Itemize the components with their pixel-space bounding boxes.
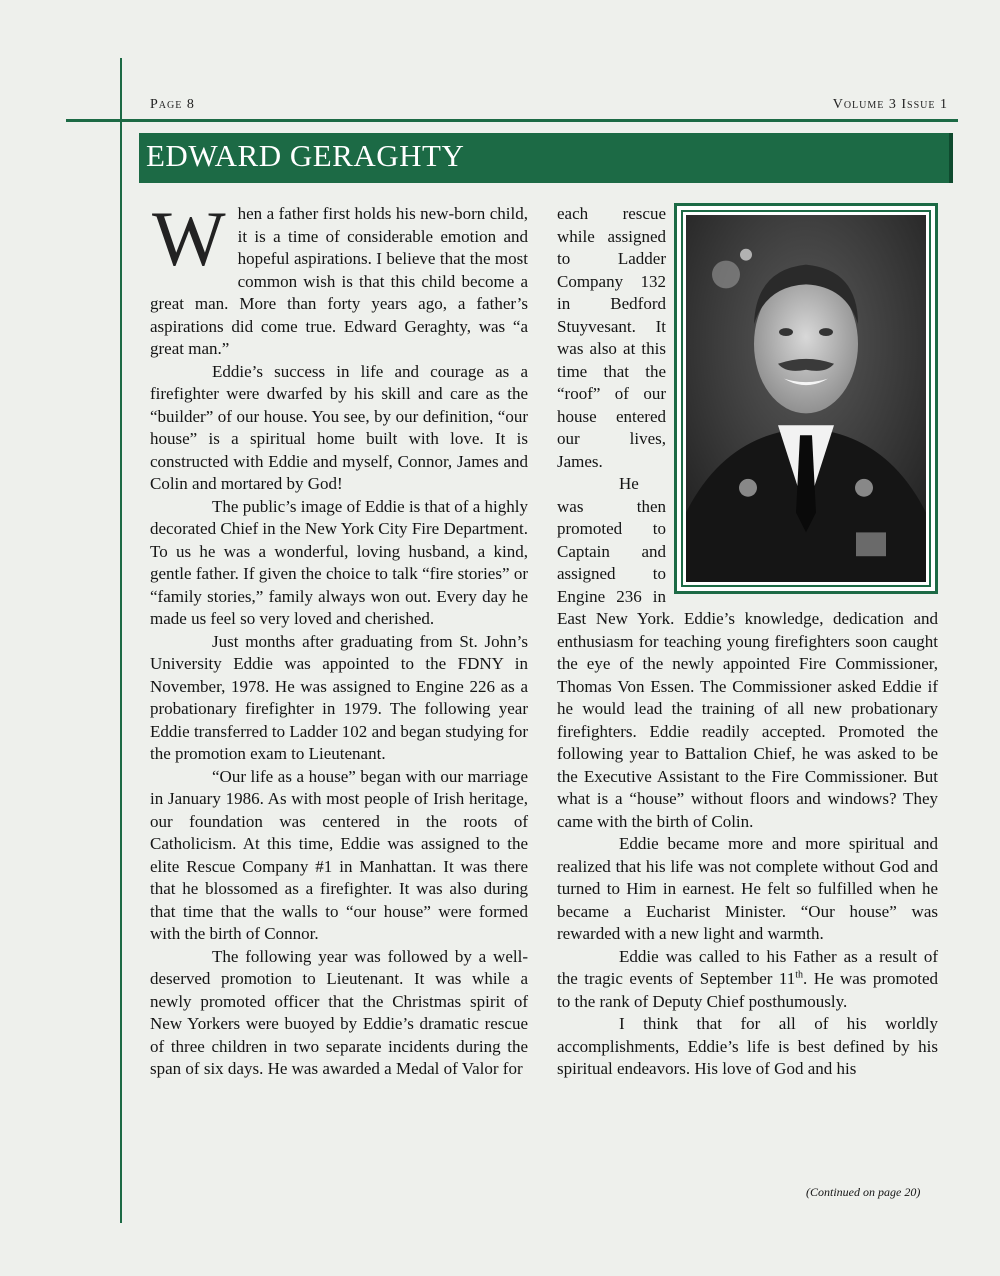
paragraph-6: The following year was followed by a well-deserved promotion to Lieutenant. It was while a newly promoted officer that the Christmas spirit of New Yorkers were buoyed by Eddie’s dramatic rescue of three children in two separate incidents during the span of six days. He was awarded a Medal of Valor for	[150, 946, 528, 1078]
header-rule	[66, 119, 958, 122]
portrait-frame	[674, 203, 938, 594]
paragraph-8: He was then promoted to Captain and assigned to Engine 236 in East New York. Eddie’s knowledge, dedication and enthusiasm for teaching young firefighters soon caught the eye of the newly appointed Fire Commissioner, Thomas Von Essen. The Commissioner asked Eddie if he would lead the training of all new probationary firefighters. Eddie readily accepted. Promoted the following year to Battalion Chief, he was asked to be the Executive Assistant to the Fire Commissioner. But what is a “house” without floors and windows? They came with the birth of Colin.	[557, 474, 938, 831]
continued-note: (Continued on page 20)	[806, 1185, 921, 1199]
volume-issue: Volume 3 Issue 1	[832, 97, 948, 112]
paragraph-2: Eddie’s success in life and courage as a firefighter were dwarfed by his skill and care as the “builder” of our house. You see, by our definition, “our house” is a spiritual home built with love. It is constructed with Eddie and myself, Connor, James and Colin and mortared by God!	[150, 361, 528, 493]
paragraph-7: each rescue while assigned to Ladder Company 132 in Bedford Stuyvesant. It was also at this time that the “roof” of our house entered our lives, James.	[557, 204, 666, 471]
vertical-rule	[120, 58, 122, 1223]
paragraph-10: Eddie was called to his Father as a result of the tragic events of September 11th. He was promoted to the rank of Deputy Chief posthumously.	[557, 946, 938, 1011]
paragraph-9: Eddie became more and more spiritual and realized that his life was not complete without God and turned to Him in earnest. He felt so fulfilled when he became a Eucharist Minister. “Our house” was rewarded with a new light and warmth.	[557, 834, 938, 943]
paragraph-3: The public’s image of Eddie is that of a highly decorated Chief in the New York City Fire Department. To us he was a wonderful, loving husband, a kind, gentle father. If given the choice to talk “fire stories” or “family stories,” family always won out. Every day he made us feel so very loved and cherished.	[150, 496, 528, 628]
article-title: EDWARD GERAGHTY	[146, 138, 465, 173]
paragraph-4: Just months after graduating from St. John’s University Eddie was appointed to the FDNY in November, 1978. He was assigned to Engine 226 as a probationary firefighter in 1979. The following year Eddie transferred to Ladder 102 and began studying for the promotion exam to Lieutenant.	[150, 631, 528, 763]
portrait-photo	[686, 215, 926, 582]
paragraph-1: When a father first holds his new-born child, it is a time of considerable emotion and hopeful aspirations. I believe that the most common wish is that this child become a great man. More than forty years ago, a father’s aspirations did come true. Edward Geraghty, was “a great man.”	[150, 195, 528, 358]
drop-cap: W	[152, 195, 226, 282]
paragraph-11: I think that for all of his worldly accomplishments, Eddie’s life is best defined by his spiritual endeavors. His love of God and his	[557, 1014, 938, 1078]
title-bar	[139, 133, 953, 183]
page-number: Page 8	[150, 97, 195, 112]
paragraph-5: “Our life as a house” began with our marriage in January 1986. As with most people of Irish heritage, our foundation was centered in the roots of Catholicism. At this time, Eddie was assigned to the elite Rescue Company #1 in Manhattan. It was there that he blossomed as a firefighter. It was also during that time that the walls to “our house” were formed with the birth of Connor.	[150, 766, 528, 943]
article-column-right	[557, 203, 938, 1081]
article-column-left	[150, 195, 528, 1081]
